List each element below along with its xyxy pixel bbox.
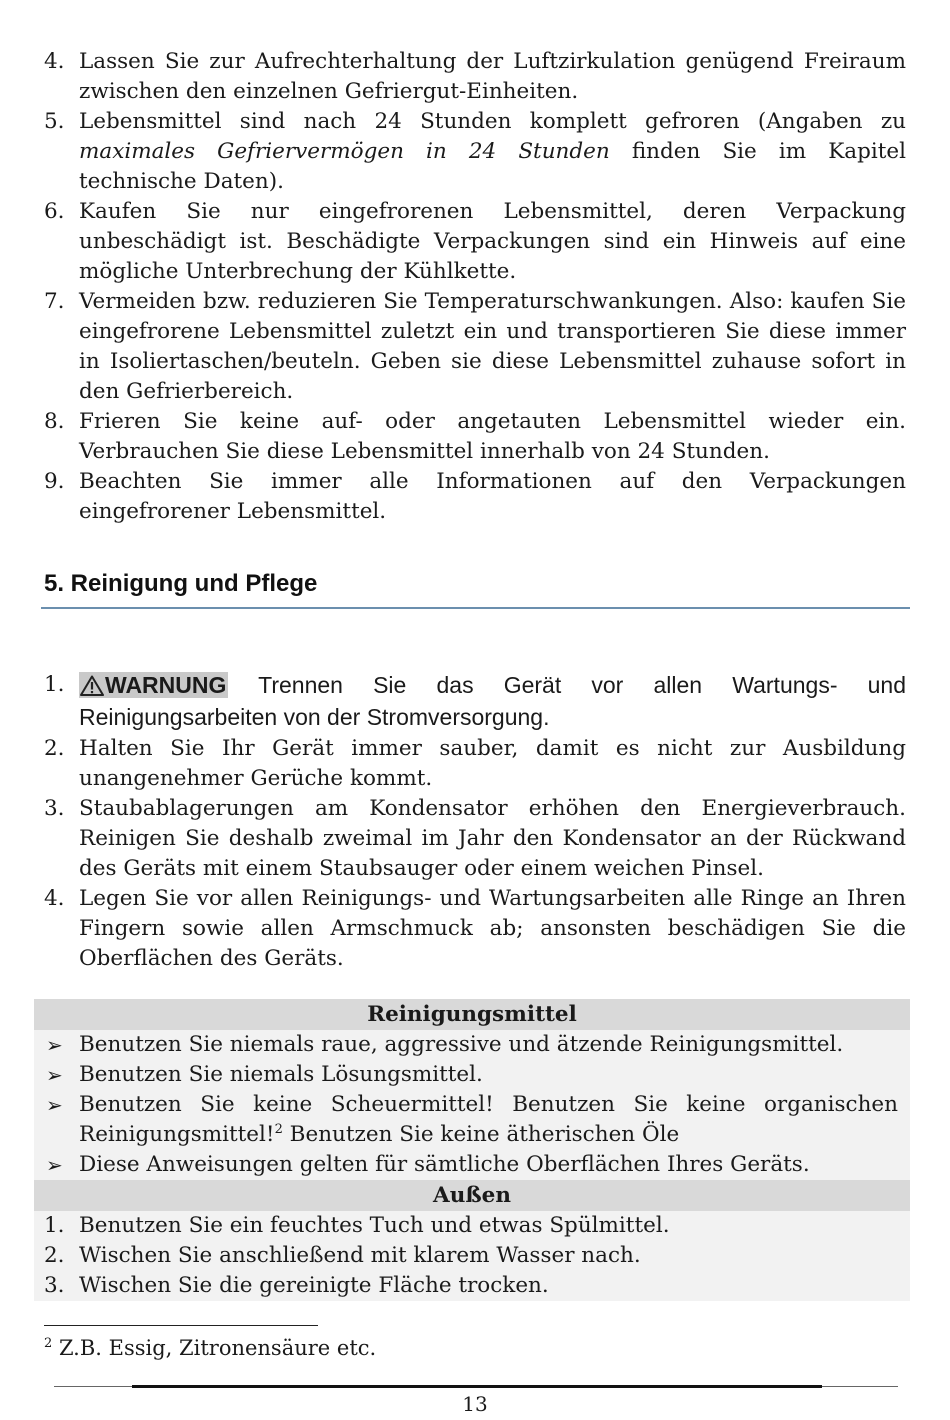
heading-divider [41, 607, 910, 609]
item-text: Wischen Sie die gereinigte Fläche trocken. [79, 1273, 549, 1298]
storage-tips-list [44, 47, 906, 527]
list-item [44, 670, 906, 734]
warning-text [79, 672, 906, 730]
section-heading: 5. Reinigung und Pflege [44, 570, 318, 597]
aussen-header: Außen [34, 1180, 910, 1211]
list-item [44, 47, 906, 107]
list-item [44, 1271, 898, 1301]
item-text: Lebensmittel sind nach 24 Stunden komplett gefroren (Angaben zu [79, 109, 906, 134]
list-item [44, 467, 906, 527]
footnote-ref: 2 [274, 1121, 283, 1137]
item-number: 8. [44, 409, 65, 434]
bullet-text: Benutzen Sie keine ätherischen Öle [282, 1122, 680, 1147]
list-item [44, 407, 906, 467]
item-number: 7. [44, 289, 65, 314]
arrow-bullet-icon: ➢ [46, 1093, 63, 1117]
warning-label: WARNUNG [105, 672, 227, 698]
item-number: 6. [44, 199, 65, 224]
aussen-steps [44, 1211, 898, 1301]
item-text: Vermeiden bzw. reduzieren Sie Temperaturschwankungen. Also: kaufen Sie eingefrorene Lebensmittel zuletzt ein und transportieren Sie diese immer in Isoliertaschen/beuteln. Geben sie diese Lebensmittel zuhause sofort in den Gefrierbereich. [79, 289, 906, 404]
item-text: finden Sie im Kapitel technische Daten). [79, 139, 906, 194]
reinigungsmittel-header: Reinigungsmittel [34, 999, 910, 1030]
footnote [44, 1336, 376, 1360]
list-item [44, 884, 906, 974]
list-item [44, 794, 906, 884]
item-text: Staubablagerungen am Kondensator erhöhen den Energieverbrauch. Reinigen Sie deshalb zweimal im Jahr den Kondensator an der Rückwand des Geräts mit einem Staubsauger oder einem weichen Pinsel. [79, 796, 906, 881]
list-item [44, 107, 906, 197]
cleaning-steps-list [44, 670, 906, 974]
aussen-body [34, 1211, 910, 1301]
item-text: Trennen Sie das Gerät vor allen Wartungs- und Reinigungsarbeiten von der Stromversorgung. [79, 672, 906, 730]
item-text: Lassen Sie zur Aufrechterhaltung der Luftzirkulation genügend Freiraum zwischen den einzelnen Gefriergut-Einheiten. [79, 49, 906, 104]
list-item [44, 287, 906, 407]
footnote-divider [44, 1325, 318, 1326]
bullet-item [44, 1030, 898, 1060]
item-text-italic: maximales Gefriervermögen in 24 Stunden [79, 139, 610, 164]
bullet-text: Benutzen Sie niemals raue, aggressive und ätzende Reinigungsmittel. [79, 1032, 844, 1057]
bullet-item [44, 1090, 898, 1150]
cleaning-agent-rules [44, 1030, 898, 1180]
arrow-bullet-icon: ➢ [46, 1033, 63, 1057]
item-text: Frieren Sie keine auf- oder angetauten Lebensmittel wieder ein. Verbrauchen Sie diese Lebensmittel innerhalb von 24 Stunden. [79, 409, 906, 464]
item-number: 9. [44, 469, 65, 494]
list-item [44, 1241, 898, 1271]
item-number: 4. [44, 886, 65, 911]
item-number: 5. [44, 109, 65, 134]
cleaning-info-box [34, 999, 910, 1301]
bullet-item [44, 1150, 898, 1180]
arrow-bullet-icon: ➢ [46, 1153, 63, 1177]
item-number: 3. [44, 796, 65, 821]
arrow-bullet-icon: ➢ [46, 1063, 63, 1087]
item-number: 2. [44, 736, 65, 761]
item-text: Halten Sie Ihr Gerät immer sauber, damit es nicht zur Ausbildung unangenehmer Gerüche kommt. [79, 736, 906, 791]
footnote-mark: 2 [44, 1336, 53, 1351]
reinigungsmittel-body [34, 1030, 910, 1180]
list-item [44, 197, 906, 287]
item-number: 1. [44, 672, 65, 697]
bullet-item [44, 1060, 898, 1090]
item-text: Benutzen Sie ein feuchtes Tuch und etwas Spülmittel. [79, 1213, 670, 1238]
list-item [44, 1211, 898, 1241]
item-text: Kaufen Sie nur eingefrorenen Lebensmittel, deren Verpackung unbeschädigt ist. Beschädigte Verpackungen sind ein Hinweis auf eine mögliche Unterbrechung der Kühlkette. [79, 199, 906, 284]
item-number: 4. [44, 49, 65, 74]
bullet-text: Benutzen Sie niemals Lösungsmittel. [79, 1062, 483, 1087]
item-text: Legen Sie vor allen Reinigungs- und Wartungsarbeiten alle Ringe an Ihren Fingern sowie allen Armschmuck ab; ansonsten beschädigen Sie die Oberflächen des Geräts. [79, 886, 906, 971]
item-text: Wischen Sie anschließend mit klarem Wasser nach. [79, 1243, 641, 1268]
item-number: 2. [44, 1243, 65, 1268]
list-item [44, 734, 906, 794]
page-number: 13 [462, 1392, 488, 1416]
warning-badge [79, 672, 228, 698]
warning-triangle-icon [80, 675, 104, 696]
bullet-text: Diese Anweisungen gelten für sämtliche Oberflächen Ihres Geräts. [79, 1152, 810, 1177]
bullet-text: Benutzen Sie keine Scheuermittel! Benutzen Sie keine organischen Reinigungsmittel! [79, 1092, 898, 1147]
item-number: 1. [44, 1213, 65, 1238]
footer-divider-bold [132, 1385, 822, 1388]
item-number: 3. [44, 1273, 65, 1298]
footnote-text: Z.B. Essig, Zitronensäure etc. [52, 1336, 377, 1360]
item-text: Beachten Sie immer alle Informationen auf den Verpackungen eingefrorener Lebensmittel. [79, 469, 906, 524]
